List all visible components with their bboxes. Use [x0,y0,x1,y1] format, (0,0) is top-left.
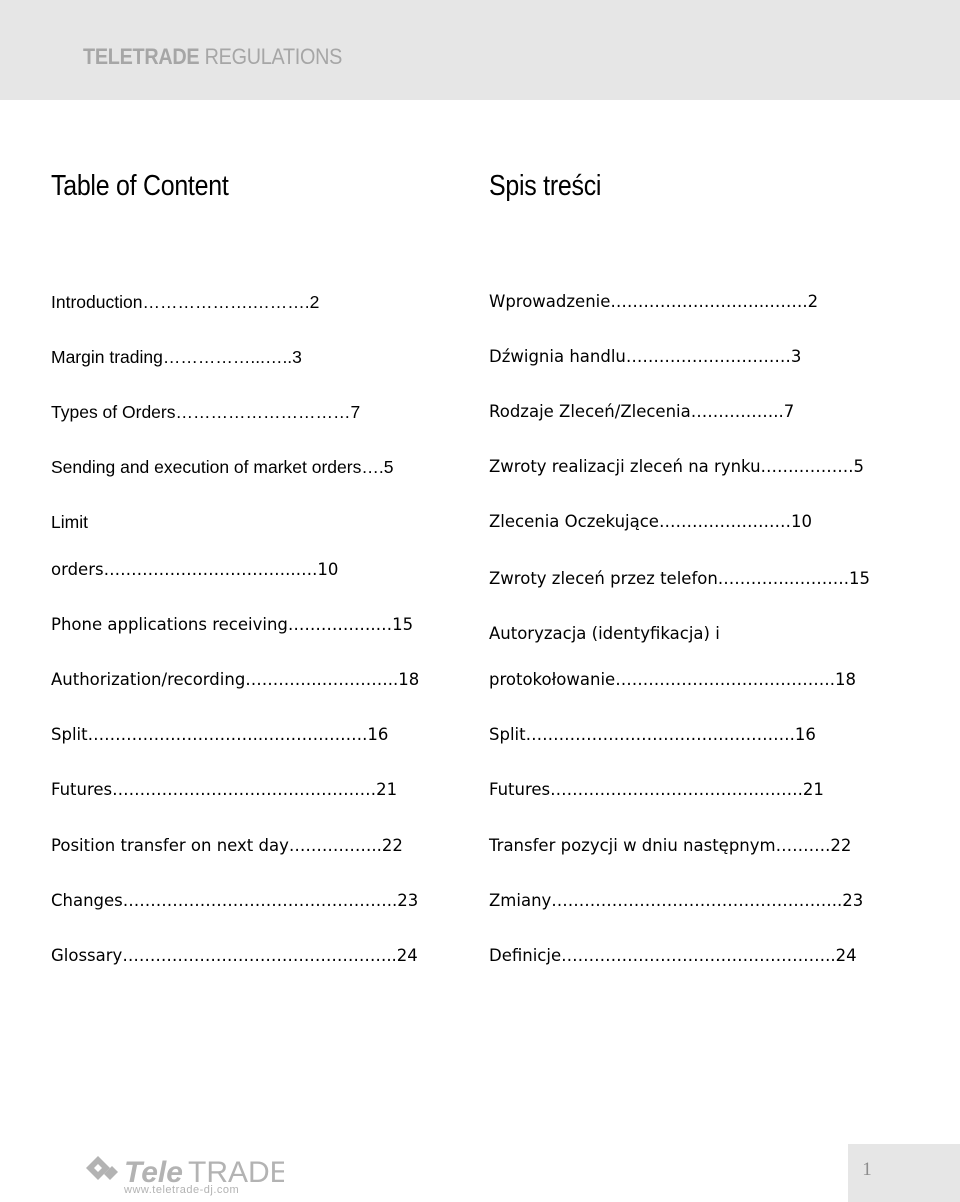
toc-entry-autoryzacja[interactable]: Autoryzacja (identyfikacja) i [489,624,720,643]
toc-entry-margin-trading[interactable]: Margin trading……………...…..3 [51,347,302,367]
teletrade-logo [84,1150,284,1196]
document-title [83,44,342,70]
toc-entry-introduction[interactable]: Introduction……………….……….2 [51,292,320,312]
toc-heading-english: Table of Content [51,170,229,202]
toc-entry-dzwignia-handlu[interactable]: Dźwignia handlu…………………………3 [489,347,802,366]
toc-entry-glossary[interactable]: Glossary…………………………………………..24 [51,946,418,965]
header-band [0,0,960,100]
toc-heading-polish: Spis treści [489,170,602,202]
page-number: 1 [862,1159,872,1180]
toc-entry-futures[interactable]: Futures…………………………………………21 [51,780,398,799]
toc-entry-changes[interactable]: Changes…………………………………………..23 [51,891,419,910]
toc-entry-zmiany[interactable]: Zmiany……………………………………………..23 [489,891,864,910]
toc-entry-transfer-pozycji[interactable]: Transfer pozycji w dniu następnym……….22 [489,836,852,855]
toc-entry-split[interactable]: Split…………………………..……………….16 [51,725,389,744]
toc-entry-limit[interactable]: Limit [51,512,88,532]
page-number-box [848,1144,960,1202]
toc-entry-market-orders[interactable]: Sending and execution of market orders….5 [51,457,394,477]
toc-entry-futures-pl[interactable]: Futures……………………………………….21 [489,780,824,799]
logo-url: www.teletrade-dj.com [124,1184,240,1196]
toc-entry-phone-applications[interactable]: Phone applications receiving…………….…15 [51,615,414,634]
toc-entry-zlecenia-oczekujace[interactable]: Zlecenia Oczekujące……………………10 [489,512,812,531]
toc-entry-rodzaje-zlecen[interactable]: Rodzaje Zleceń/Zlecenia……………..7 [489,402,795,421]
toc-entry-protokolowanie[interactable]: protokołowanie………………………………….18 [489,670,856,689]
toc-entry-limit-orders[interactable]: orders……………………………..….10 [51,560,339,579]
toc-entry-authorization[interactable]: Authorization/recording…………..…………..18 [51,670,420,689]
brand-name: TELETRADE [83,44,200,69]
toc-entry-definicje[interactable]: Definicje…………………………………………..24 [489,946,857,965]
logo-word-tele: Tele [124,1156,183,1189]
teletrade-logo-graphic [84,1150,284,1196]
logo-word-trade: TRADE [188,1156,284,1189]
toc-entry-types-of-orders[interactable]: Types of Orders…………………………7 [51,402,361,422]
toc-entry-zwroty-telefon[interactable]: Zwroty zleceń przez telefon…………..……….15 [489,569,871,588]
toc-entry-split-pl[interactable]: Split………………………………………….16 [489,725,816,744]
title-rest: REGULATIONS [199,44,343,69]
toc-entry-zwroty-realizacji[interactable]: Zwroty realizacji zleceń na rynku…….……….5 [489,457,865,476]
toc-entry-wprowadzenie[interactable]: Wprowadzenie………………………..…….2 [489,292,819,311]
toc-entry-position-transfer[interactable]: Position transfer on next day……………..22 [51,836,403,855]
